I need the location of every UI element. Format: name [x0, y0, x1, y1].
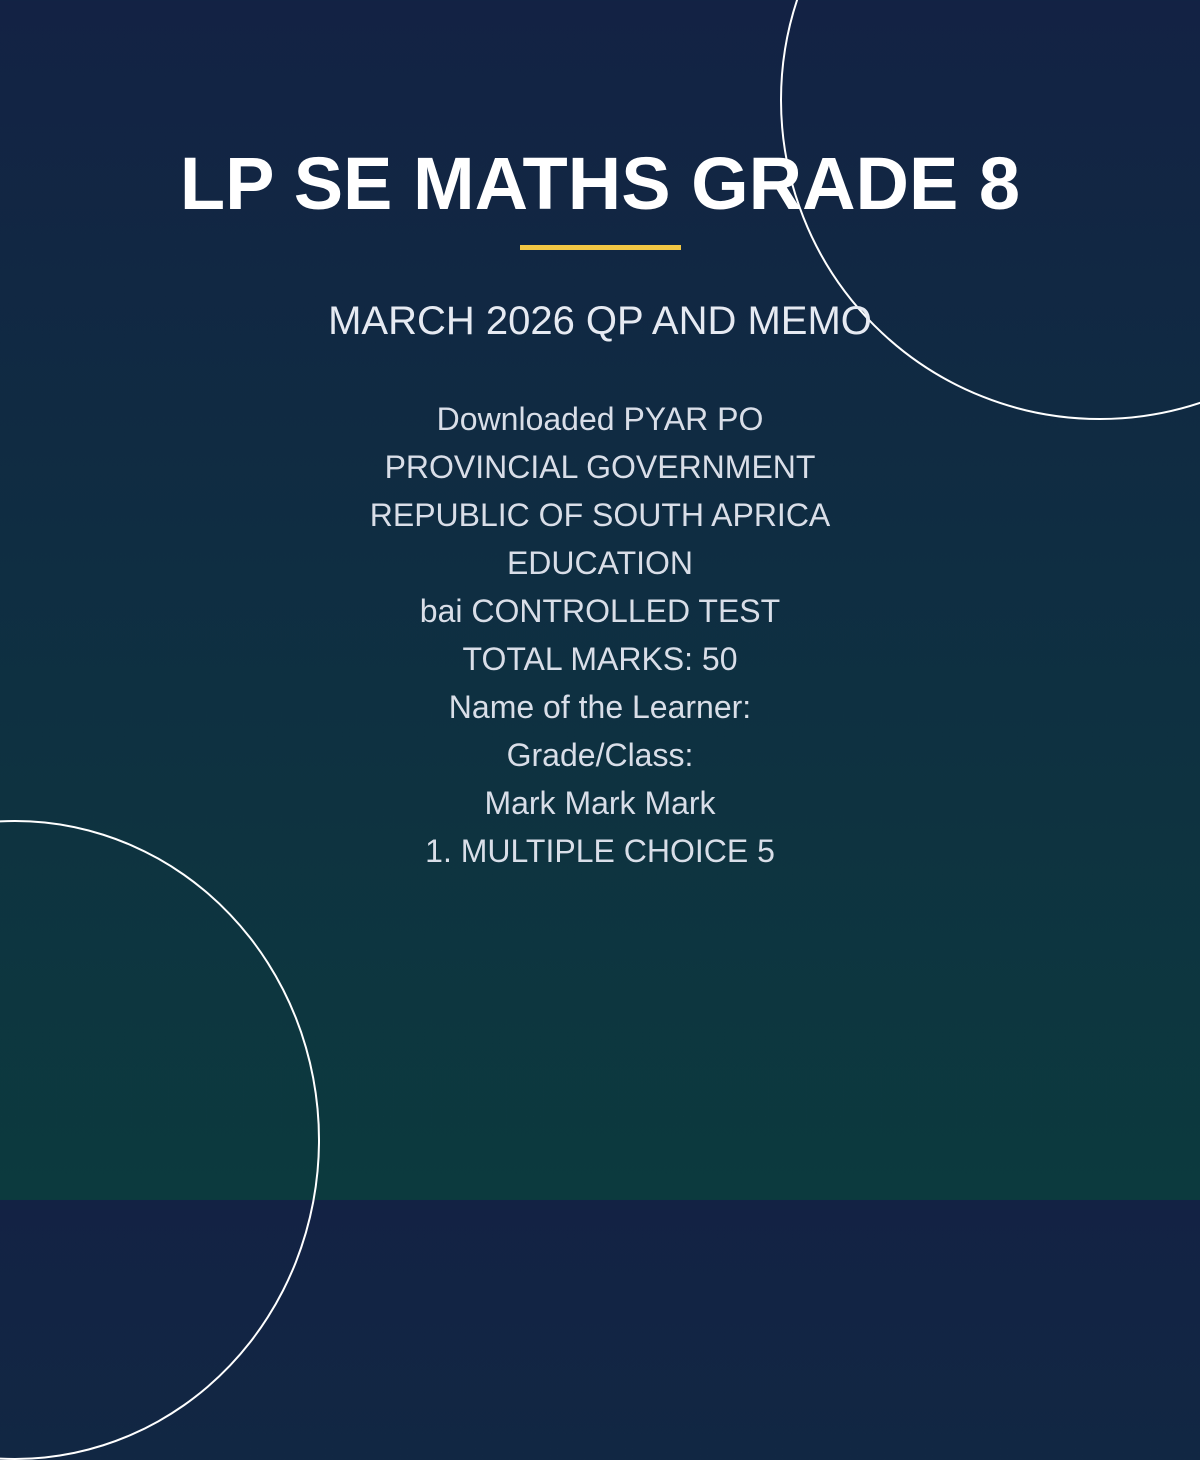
page-title: LP SE MATHS GRADE 8: [179, 142, 1021, 225]
excerpt-line: bai CONTROLLED TEST: [419, 593, 781, 629]
excerpt-line: Grade/Class:: [506, 737, 694, 773]
title-divider: [520, 245, 681, 250]
excerpt-line: EDUCATION: [506, 545, 694, 581]
excerpt-line: Downloaded PYAR PO: [436, 401, 764, 437]
excerpt-lines: [0, 395, 1200, 875]
decorative-circle-bottom-left: [0, 820, 320, 1460]
excerpt-line: TOTAL MARKS: 50: [462, 641, 738, 677]
excerpt-line: PROVINCIAL GOVERNMENT: [384, 449, 816, 485]
page-subtitle: MARCH 2026 QP AND MEMO: [328, 299, 872, 343]
excerpt-line: Mark Mark Mark: [484, 785, 716, 821]
excerpt-line: 1. MULTIPLE CHOICE 5: [425, 833, 775, 869]
excerpt-line: Name of the Learner:: [448, 689, 752, 725]
excerpt-line: REPUBLIC OF SOUTH APRICA: [369, 497, 831, 533]
